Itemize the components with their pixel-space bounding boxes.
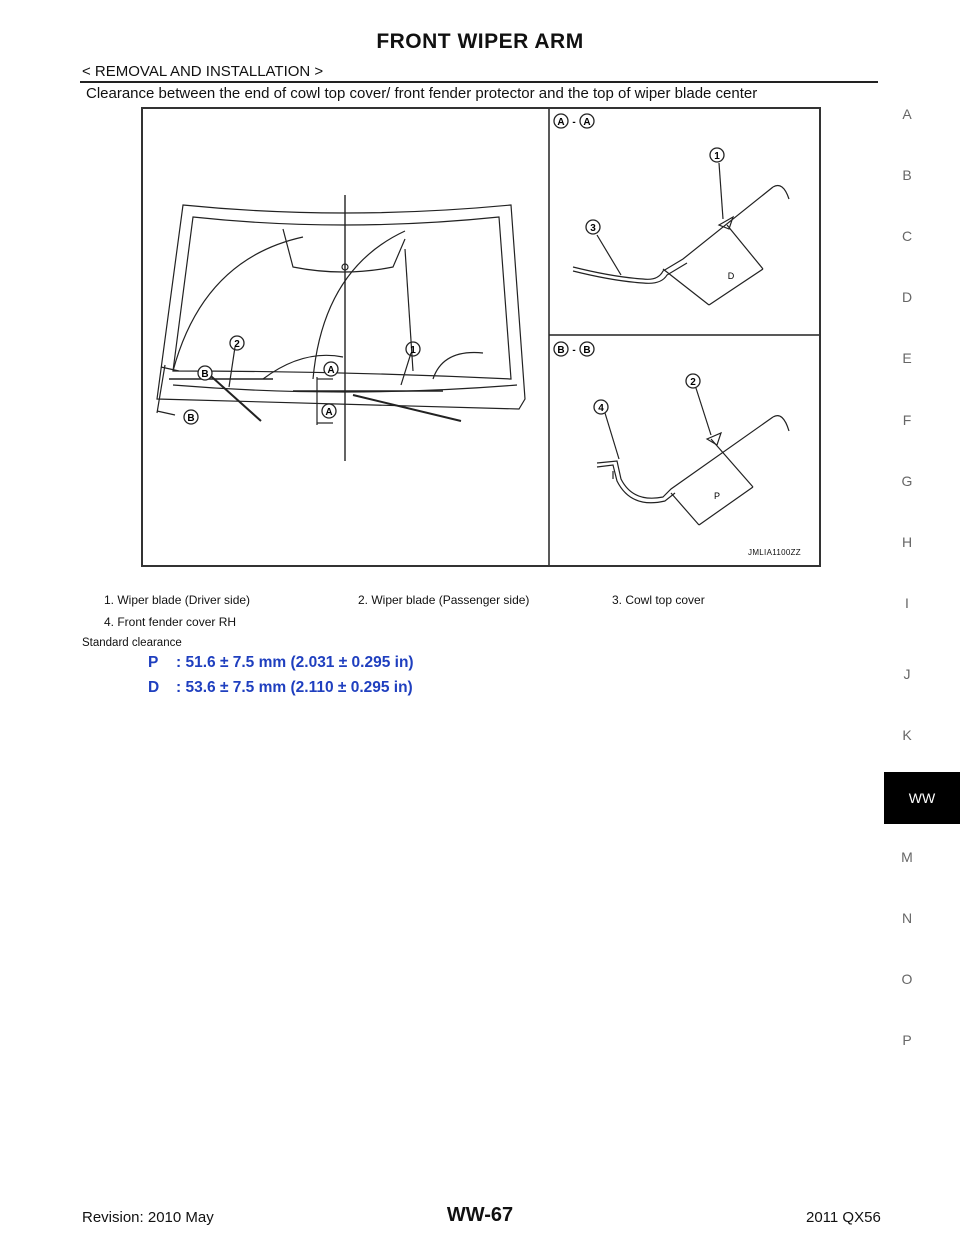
tab-n[interactable]: N — [901, 910, 913, 926]
detail-b-header-left: B — [557, 345, 565, 356]
tab-m[interactable]: M — [901, 849, 913, 865]
legend-item: 2. Wiper blade (Passenger side) — [358, 593, 530, 607]
tab-a[interactable]: A — [902, 106, 912, 122]
tab-g[interactable]: G — [901, 473, 913, 489]
footer-model: 2011 QX56 — [806, 1209, 881, 1226]
tab-c[interactable]: C — [901, 228, 913, 244]
callout-2-detail: 2 — [690, 377, 696, 388]
spec-value: : 53.6 ± 7.5 mm (2.110 ± 0.295 in) — [176, 679, 413, 696]
detail-b-header-right: B — [583, 345, 591, 356]
tab-d[interactable]: D — [901, 289, 913, 305]
lead-text: Clearance between the end of cowl top cover/ front fender protector and the top of wiper blade center — [86, 85, 758, 102]
callout-3-detail: 3 — [590, 223, 596, 234]
legend-item: 4. Front fender cover RH — [104, 615, 237, 629]
dimension-d-label: D — [727, 271, 735, 281]
tab-i[interactable]: I — [905, 595, 909, 611]
tab-p[interactable]: P — [902, 1032, 912, 1048]
footer-revision: Revision: 2010 May — [82, 1209, 214, 1226]
page-title: FRONT WIPER ARM — [376, 30, 584, 53]
callout-1-detail: 1 — [714, 151, 720, 162]
svg-text:-: - — [572, 117, 576, 128]
legend-item: 1. Wiper blade (Driver side) — [104, 593, 251, 607]
standard-clearance-label: Standard clearance — [82, 637, 182, 649]
header-divider — [80, 81, 878, 83]
detail-a-header-left: A — [557, 117, 565, 128]
tab-e[interactable]: E — [902, 350, 912, 366]
tab-ww[interactable]: WW — [884, 772, 960, 824]
figure-illustration — [143, 109, 819, 565]
tab-k[interactable]: K — [902, 727, 912, 743]
tab-h[interactable]: H — [901, 534, 913, 550]
detail-a-header-right: A — [583, 117, 591, 128]
spec-key: P — [148, 654, 159, 671]
spec-row-p — [148, 654, 414, 672]
section-a-label-top: A — [327, 365, 335, 376]
svg-text:-: - — [572, 345, 576, 356]
tab-j[interactable]: J — [903, 666, 911, 682]
section-a-label-bottom: A — [325, 407, 333, 418]
footer-page-number: WW-67 — [446, 1204, 514, 1226]
tab-f[interactable]: F — [902, 412, 912, 428]
spec-row-d — [148, 679, 413, 697]
callout-2-main: 2 — [234, 339, 240, 350]
callout-4-detail: 4 — [598, 403, 604, 414]
section-index-tabs — [884, 0, 960, 1242]
spec-value: : 51.6 ± 7.5 mm (2.031 ± 0.295 in) — [176, 654, 414, 671]
section-b-label-bottom: B — [187, 413, 195, 424]
tab-o[interactable]: O — [901, 971, 913, 987]
legend-item: 3. Cowl top cover — [612, 593, 705, 607]
breadcrumb[interactable]: < REMOVAL AND INSTALLATION > — [82, 63, 324, 80]
spec-key: D — [148, 679, 160, 696]
wiper-clearance-figure — [141, 107, 821, 567]
tab-b[interactable]: B — [902, 167, 912, 183]
section-b-label-top: B — [201, 369, 209, 380]
figure-id: JMLIA1100ZZ — [748, 548, 801, 557]
callout-1-main: 1 — [410, 345, 416, 356]
dimension-p-label: P — [713, 491, 721, 501]
